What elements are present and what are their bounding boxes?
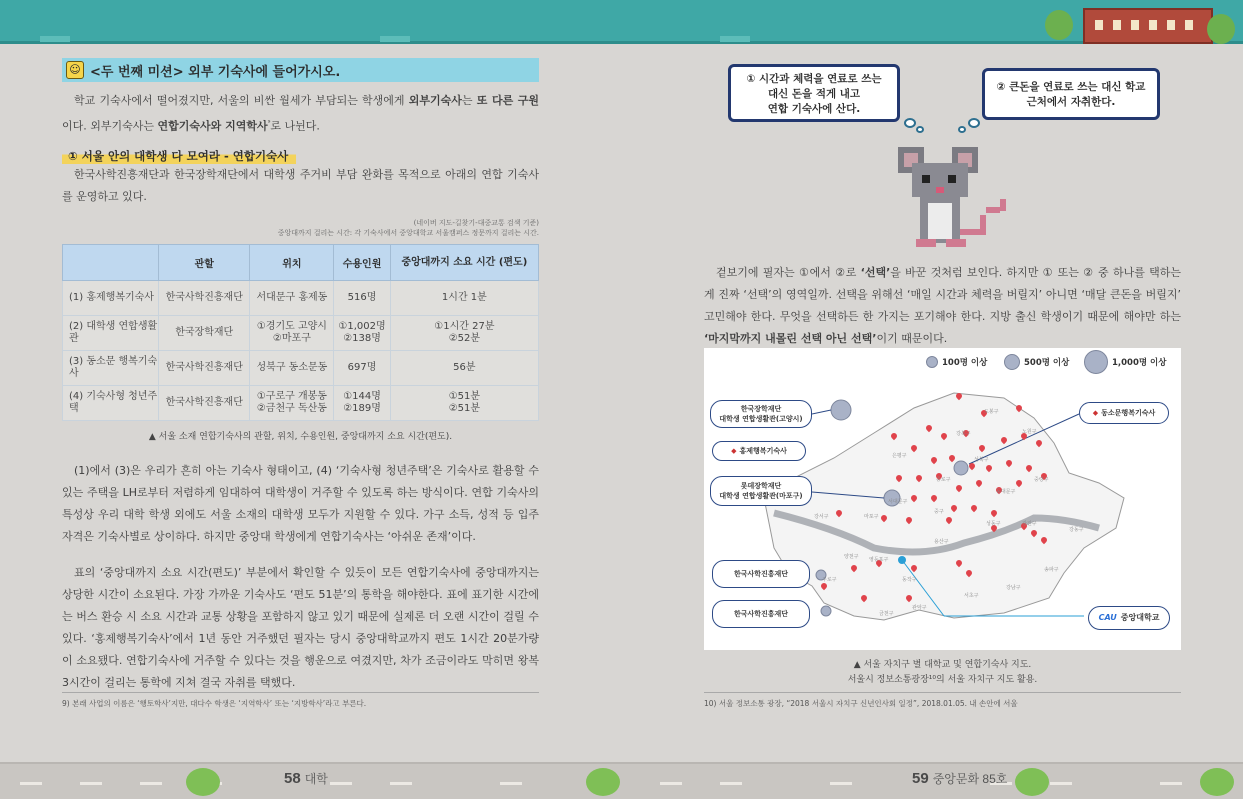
footnote-area-left (62, 692, 539, 709)
bush-icon (1200, 768, 1234, 796)
table-cell: ①구로구 개봉동 ②금천구 독산동 (250, 385, 334, 420)
district-label: 성북구 (974, 457, 989, 463)
table-cell: ①1,002명 ②138명 (334, 315, 390, 350)
mission-heading: ☺ <두 번째 미션> 외부 기숙사에 들어가시오. (62, 58, 539, 82)
table-header-cell (63, 244, 159, 280)
table-cell: (1) 홍제행복기숙사 (63, 280, 159, 315)
district-label: 강북구 (956, 431, 971, 437)
flag-icon: ◆ (1092, 409, 1099, 417)
label-guro-housing: 한국사학진흥재단 (712, 560, 810, 588)
table-cell: ①51분 ②51분 (390, 385, 538, 420)
cau-logo: CAU (1098, 613, 1117, 622)
table-cell: ①경기도 고양시 ②마포구 (250, 315, 334, 350)
district-label: 금천구 (879, 611, 894, 617)
table-cell: (2) 대학생 연합생활관 (63, 315, 159, 350)
pixel-cloud (720, 36, 750, 42)
tree-icon (1045, 10, 1073, 40)
page-number-right: 59 중앙문화 85호 (912, 770, 1008, 787)
legend-1000: 1,000명 이상 (1084, 350, 1166, 374)
district-label: 용산구 (934, 539, 949, 545)
seoul-map-figure (704, 348, 1181, 650)
table-header-cell: 위치 (250, 244, 334, 280)
right-paragraph: 겉보기에 필자는 ①에서 ②로 ‘선택’을 바꾼 것처럼 보인다. 하지만 ① 또는 ② 중 하나를 택하는 게 진짜 ‘선택’의 영역일까. 선택을 위해선 ‘매일 시간과 체력을 버릴지’ 아니면 ‘매달 큰돈을 버릴지’ 고민해야 한다. 무엇을 선택하든 한 가지는 포기해야 한다. 지방 출신 학생이기 때문에 해야만 하는 ‘마지막까지 내몰린 선택 아닌 선택’이기 때문이다. (704, 266, 1181, 345)
table-cell: 1시간 1분 (390, 280, 538, 315)
table-header-cell: 중앙대까지 소요 시간 (편도) (390, 244, 538, 280)
table-cell: ①144명 ②189명 (334, 385, 390, 420)
label-dongsomun-dormitory: ◆ 동소문행복기숙사 (1079, 402, 1169, 424)
district-label: 구로구 (822, 577, 837, 583)
smiley-icon: ☺ (66, 61, 84, 79)
body-paragraph-3: 표의 ‘중앙대까지 소요 시간(편도)’ 부분에서 확인할 수 있듯이 모든 연합기숙사에 중앙대까지는 상당한 시간이 소요된다. 가장 가까운 기숙사도 ‘편도 51분’의 통학을 해야한다. 표에 표기한 시간에는 버스 환승 시 소요 시간과 교통 상황을 포함하지 않고 있기 때문에 실제론 더 오랜 시간이 걸릴 수 있다. ‘홍제행복기숙사’에서 1년 동안 거주했던 필자는 당시 중앙대학교까지 편도 1시간 20분가량이 소요됐다. 연합기숙사에 거주할 수 있다는 것을 행운으로 여겼지만, 차가 조금이라도 막히면 왕복 3시간이 걸리는 통학에 지쳐 결국 자취를 택했다. (62, 565, 539, 689)
section-intro: 한국사학진흥재단과 한국장학재단에서 대학생 주거비 부담 완화를 목적으로 아래의 연합 기숙사를 운영하고 있다. (62, 167, 539, 203)
thought-dot (904, 118, 916, 128)
footnote: 9) 본래 사업의 이름은 ‘행토학사’지만, 대다수 학생은 ‘지역학사’ 또는 ‘지방학사’라고 부른다. (62, 699, 367, 708)
bush-icon (186, 768, 220, 796)
map-caption-line2: 서울시 정보소통광장¹⁰의 서울 자치구 지도 활용. (847, 675, 1038, 685)
district-label: 성동구 (986, 521, 1001, 527)
right-page (704, 262, 1181, 358)
district-label: 서대문구 (888, 499, 908, 505)
table-cell: 성북구 동소문동 (250, 350, 334, 385)
footnote: 10) 서울 정보소통 광장, “2018 서울시 자치구 신년인사회 일정”, 2018.01.05. 내 손안에 서울 (704, 699, 1018, 708)
table-cell: (3) 동소문 행복기숙사 (63, 350, 159, 385)
table-cell: 516명 (334, 280, 390, 315)
table-row (63, 385, 539, 420)
map-caption-line1: ▲ 서울 자치구 별 대학교 및 연합기숙사 지도. (853, 660, 1032, 670)
district-label: 서초구 (964, 593, 979, 599)
legend-100: 100명 이상 (926, 356, 987, 368)
thought-bubble-option-2: ② 큰돈을 연료로 쓰는 대신 학교 근처에서 자취한다. (982, 68, 1160, 120)
district-label: 마포구 (864, 514, 879, 520)
label-mapo-dormitory: 롯데장학재단 대학생 연합생활관(마포구) (710, 476, 812, 506)
district-label: 은평구 (892, 453, 907, 459)
bush-icon (1015, 768, 1049, 796)
section-subtitle: ① 서울 안의 대학생 다 모여라 - 연합기숙사 (62, 148, 296, 164)
table-row (63, 280, 539, 315)
body-paragraph-2: (1)에서 (3)은 우리가 흔히 아는 기숙사 형태이고, (4) ‘기숙사형 청년주택’은 기숙사로 활용할 수 있는 주택을 LH로부터 저렴하게 임대하여 대학생이 거주할 수 있도록 하는 방식이다. 연합 기숙사의 특성상 우리 대학 학생 외에도 서울 소재의 대학생 모두가 지원할 수 있다. 가구 소득, 성적 등 입주 자격은 기숙사별로 상이하다. 하지만 중앙대 학생에게 연합기숙사는 ‘아쉬운 존재’이다. (62, 463, 539, 543)
thought-dot (958, 126, 966, 133)
source-note: 중앙대까지 걸리는 시간: 각 기숙사에서 중앙대학교 서울캠퍼스 정문까지 걸리는 시간. (277, 228, 539, 237)
district-label: 중구 (934, 509, 944, 515)
label-geumcheon-housing: 한국사학진흥재단 (712, 600, 810, 628)
table-cell: (4) 기숙사형 청년주택 (63, 385, 159, 420)
district-label: 중랑구 (1034, 477, 1049, 483)
district-label: 광진구 (1022, 521, 1037, 527)
left-page (62, 58, 539, 694)
pixel-cloud (380, 36, 410, 42)
label-chung-ang-university: CAU 중앙대학교 (1088, 606, 1170, 630)
table-cell: 697명 (334, 350, 390, 385)
label-goyang-dormitory: 한국장학재단 대학생 연합생활관(고양시) (710, 400, 812, 428)
table-cell: 56분 (390, 350, 538, 385)
district-label: 양천구 (844, 554, 859, 560)
pixel-cloud (40, 36, 70, 42)
thought-dot (968, 118, 980, 128)
map-caption (704, 658, 1181, 688)
tree-icon (1207, 14, 1235, 44)
page-number-left: 58 대학 (284, 770, 328, 787)
district-label: 동작구 (902, 577, 917, 583)
table-caption: ▲ 서울 소재 연합기숙사의 관할, 위치, 수용인원, 중앙대까지 소요 시간(편도). (148, 431, 453, 442)
top-decoration-bar (0, 0, 1243, 44)
legend-500: 500명 이상 (1004, 354, 1069, 370)
university-building-icon (1083, 8, 1213, 44)
label-hongje-dormitory: ◆ 홍제행복기숙사 (712, 441, 806, 461)
table-cell: 한국사학진흥재단 (159, 385, 250, 420)
district-label: 도봉구 (984, 409, 999, 415)
footnote-area-right (704, 692, 1181, 709)
bush-icon (586, 768, 620, 796)
district-label: 강서구 (814, 514, 829, 520)
thought-dot (916, 126, 924, 133)
intro-paragraph: 학교 기숙사에서 떨어졌지만, 서울의 비싼 월세가 부담되는 학생에게 외부기숙사는 또 다른 구원이다. 외부기숙사는 연합기숙사와 지역학사$^{^9}$로 나뉜다. (62, 94, 540, 133)
dormitory-table (62, 244, 539, 421)
table-row (63, 350, 539, 385)
table-header-cell: 관할 (159, 244, 250, 280)
table-cell: ①1시간 27분 ②52분 (390, 315, 538, 350)
district-label: 송파구 (1044, 567, 1059, 573)
flag-icon: ◆ (731, 447, 737, 455)
table-cell: 한국장학재단 (159, 315, 250, 350)
table-cell: 서대문구 홍제동 (250, 280, 334, 315)
district-label: 관악구 (912, 605, 927, 611)
thought-bubble-option-1: ① 시간과 체력을 연료로 쓰는 대신 돈을 적게 내고 연합 기숙사에 산다. (728, 64, 900, 122)
district-label: 강남구 (1006, 585, 1021, 591)
district-label: 종로구 (936, 477, 951, 483)
table-cell: 한국사학진흥재단 (159, 280, 250, 315)
district-label: 영등포구 (869, 557, 889, 563)
table-row (63, 315, 539, 350)
table-cell: 한국사학진흥재단 (159, 350, 250, 385)
district-label: 동대문구 (996, 489, 1016, 495)
source-note: (네이버 지도-길찾기-대중교통 검색 기준) (413, 218, 539, 227)
pixel-mouse-illustration (892, 145, 1010, 250)
district-label: 노원구 (1022, 429, 1037, 435)
district-label: 강동구 (1069, 527, 1084, 533)
table-header-cell: 수용인원 (334, 244, 390, 280)
